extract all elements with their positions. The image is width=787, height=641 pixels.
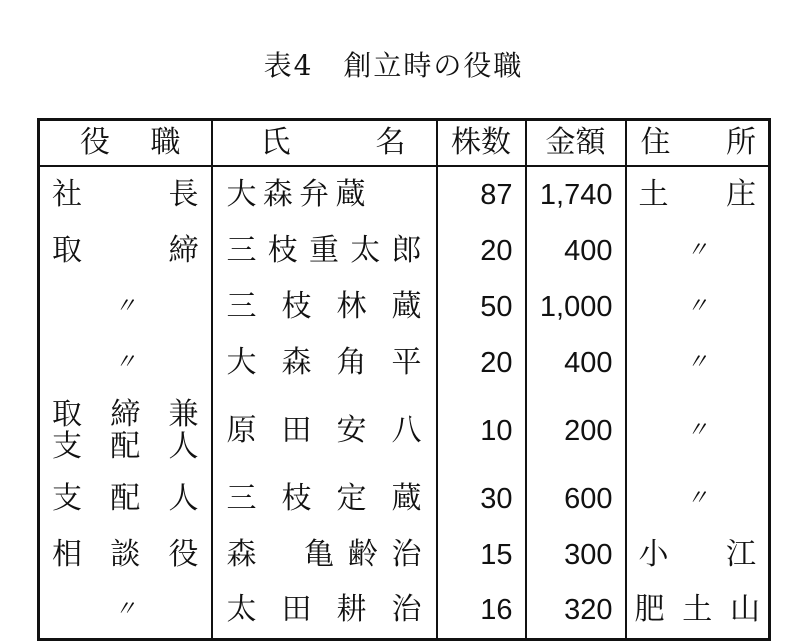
header-name-char: 氏 — [260, 125, 291, 160]
name-char: 齢 — [347, 537, 378, 572]
shares-cell: 16 — [437, 583, 526, 639]
role-char: 人 — [168, 429, 199, 464]
shares-cell: 30 — [437, 471, 526, 527]
role-cell — [39, 527, 212, 583]
shares-cell: 20 — [437, 335, 526, 391]
name-cell — [212, 335, 437, 391]
address-ditto: 〃 — [626, 223, 770, 279]
shares-cell: 20 — [437, 223, 526, 279]
address-ditto: 〃 — [626, 471, 770, 527]
header-address-char: 所 — [726, 125, 756, 160]
name-char: 治 — [391, 537, 422, 572]
role-cell — [39, 223, 212, 279]
name-char: 三 — [226, 233, 257, 268]
name-char: 弁 — [299, 177, 330, 212]
address-char: 小 — [638, 537, 669, 572]
name-char: 平 — [391, 345, 422, 380]
name-char: 耕 — [336, 592, 367, 628]
role-line — [52, 397, 199, 432]
name-cell — [212, 279, 437, 335]
header-address — [626, 120, 770, 167]
officers-table — [37, 118, 771, 641]
name-char: 安 — [336, 413, 367, 448]
role-char: 兼 — [168, 397, 199, 432]
role-char: 長 — [168, 177, 199, 212]
role-char: 人 — [168, 481, 199, 516]
role-cell — [39, 166, 212, 223]
name-char: 亀 — [304, 537, 334, 572]
name-cell — [212, 471, 437, 527]
header-shares: 株数 — [437, 120, 526, 167]
name-cell — [212, 527, 437, 583]
name-cell — [212, 166, 437, 223]
name-char: 大 — [226, 177, 257, 212]
name-char: 森 — [262, 177, 293, 212]
table-row — [39, 391, 770, 471]
role-char: 役 — [168, 537, 199, 572]
amount-cell: 320 — [526, 583, 626, 639]
role-char: 社 — [52, 177, 82, 212]
role-char: 締 — [110, 397, 141, 432]
amount-cell: 400 — [526, 223, 626, 279]
shares-cell: 10 — [437, 391, 526, 471]
name-char: 三 — [226, 289, 257, 324]
table-row — [39, 527, 770, 583]
name-char: 治 — [391, 592, 422, 628]
role-ditto: 〃 — [114, 350, 137, 375]
role-char: 支 — [52, 481, 82, 516]
address-cell — [626, 527, 770, 583]
address-ditto: 〃 — [626, 335, 770, 391]
shares-cell: 87 — [437, 166, 526, 223]
header-name — [212, 120, 437, 167]
role-cell — [39, 391, 212, 471]
header-role — [39, 120, 212, 167]
address-char: 庄 — [726, 177, 756, 212]
address-ditto: 〃 — [626, 279, 770, 335]
name-cell — [212, 583, 437, 639]
name-cell — [212, 391, 437, 471]
role-char: 配 — [110, 481, 141, 516]
role-char: 取 — [52, 397, 82, 432]
address-char: 土 — [638, 177, 669, 212]
header-row — [39, 120, 770, 167]
header-role-char: 職 — [150, 125, 181, 160]
shares-cell: 15 — [437, 527, 526, 583]
role-char: 配 — [110, 429, 141, 464]
name-char: 森 — [281, 345, 312, 380]
amount-cell: 1,740 — [526, 166, 626, 223]
table-row — [39, 223, 770, 279]
name-char: 蔵 — [391, 289, 422, 324]
amount-cell: 600 — [526, 471, 626, 527]
name-char: 太 — [226, 592, 257, 628]
table-title: 表4 創立時の役職 — [263, 49, 524, 82]
role-char: 相 — [52, 537, 82, 572]
name-char: 定 — [336, 481, 367, 516]
role-line — [52, 429, 199, 464]
header-address-char: 住 — [640, 125, 671, 160]
name-char: 蔵 — [335, 177, 366, 212]
name-char: 森 — [226, 537, 257, 572]
address-char: 山 — [730, 592, 760, 628]
role-char: 支 — [52, 429, 82, 464]
name-char: 八 — [391, 413, 422, 448]
name-cell — [212, 223, 437, 279]
name-char: 田 — [281, 413, 312, 448]
table-row — [39, 583, 770, 639]
address-char: 土 — [682, 592, 713, 628]
name-char: 太 — [350, 233, 381, 268]
name-char: 三 — [226, 481, 257, 516]
name-char: 林 — [336, 289, 367, 324]
amount-cell: 300 — [526, 527, 626, 583]
name-char: 枝 — [281, 481, 312, 516]
role-cell — [39, 471, 212, 527]
address-ditto: 〃 — [626, 391, 770, 471]
header-amount: 金額 — [526, 120, 626, 167]
address-cell — [626, 166, 770, 223]
table-row — [39, 166, 770, 223]
address-cell — [626, 583, 770, 639]
amount-cell: 400 — [526, 335, 626, 391]
name-char: 枝 — [267, 233, 298, 268]
name-char: 原 — [226, 413, 257, 448]
role-ditto: 〃 — [114, 597, 137, 623]
role-char: 談 — [110, 537, 141, 572]
name-char: 枝 — [281, 289, 312, 324]
name-char: 蔵 — [391, 481, 422, 516]
address-char: 江 — [726, 537, 756, 572]
table-row — [39, 279, 770, 335]
table-row — [39, 335, 770, 391]
name-char: 大 — [226, 345, 257, 380]
name-char: 重 — [309, 233, 339, 268]
role-char: 取 — [52, 233, 82, 268]
name-char: 郎 — [391, 233, 422, 268]
amount-cell: 1,000 — [526, 279, 626, 335]
role-ditto: 〃 — [114, 294, 137, 319]
name-char: 角 — [336, 345, 367, 380]
amount-cell: 200 — [526, 391, 626, 471]
role-char: 締 — [168, 233, 199, 268]
table-row — [39, 471, 770, 527]
header-role-char: 役 — [80, 125, 110, 160]
header-name-char: 名 — [375, 125, 406, 160]
name-char: 田 — [281, 592, 312, 628]
shares-cell: 50 — [437, 279, 526, 335]
address-char: 肥 — [634, 592, 665, 628]
